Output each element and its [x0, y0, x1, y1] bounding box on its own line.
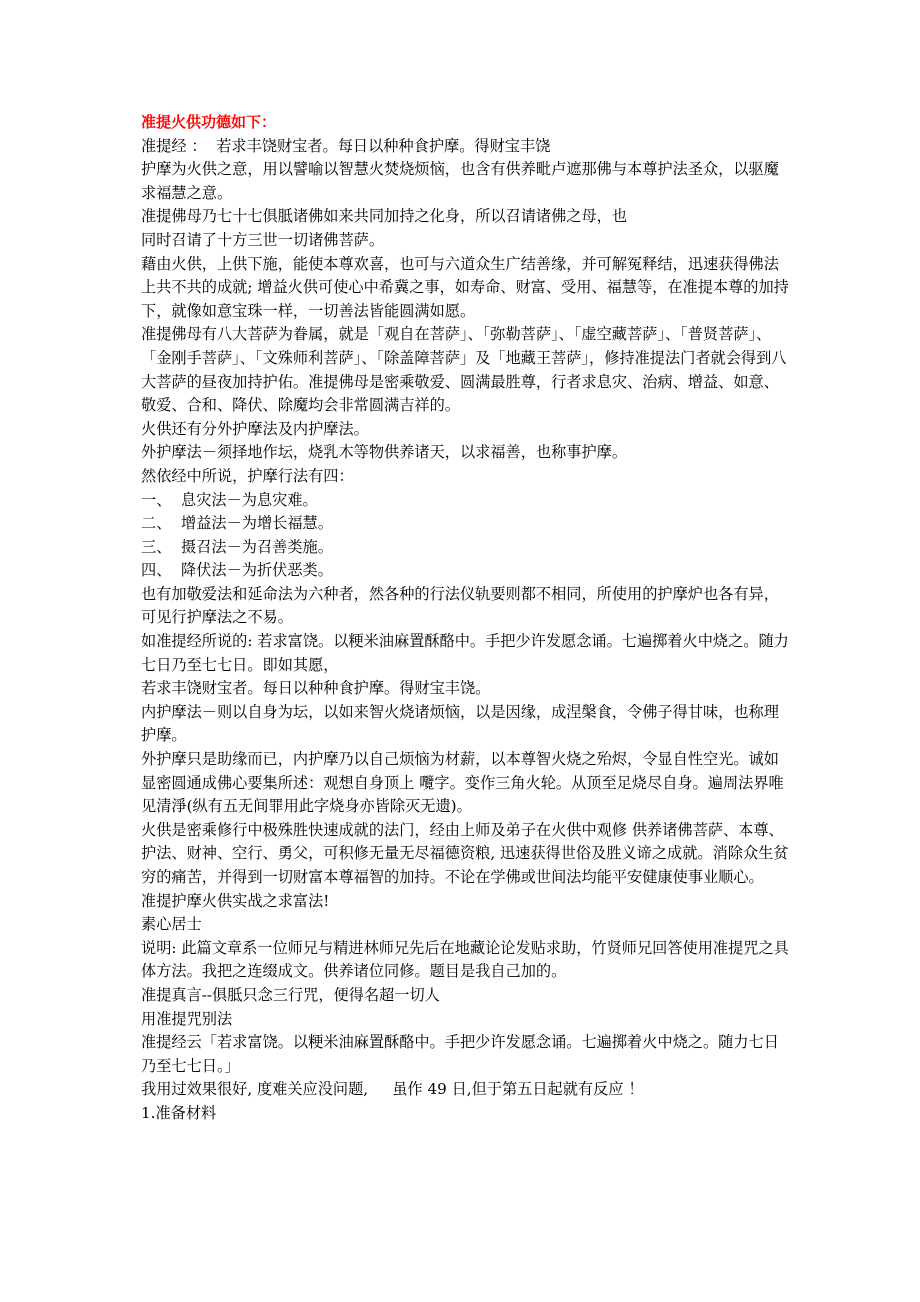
paragraph: 外护摩只是助缘而已，内护摩乃以自己烦恼为材薪，以本尊智火烧之殆烬，令显自性空光。诚如显密圆通成佛心要集所述：观想自身顶上 囕字。变作三角火轮。从顶至足烧尽自身。遍周法界唯见清淨(纵有五无间罪用此字烧身亦皆除灭无遗)。	[141, 750, 784, 816]
paragraph: 若求丰饶财宝者。每日以种种食护摩。得财宝丰饶。	[141, 679, 491, 698]
paragraph: 准提经 ： 若求丰饶财宝者。每日以种种食护摩。得财宝丰饶	[141, 136, 551, 155]
section-heading: 用准提咒别法	[141, 1009, 233, 1028]
list-item: 一、 息灾法－为息灾难。	[141, 490, 318, 509]
paragraph: 准提佛母乃七十七俱胝诸佛如来共同加持之化身，所以召请诸佛之母，也	[141, 207, 627, 226]
paragraph: 同时召请了十方三世一切诸佛菩萨。	[141, 230, 384, 249]
paragraph: 我用过效果很好, 度难关应没问题, 虽作 49 日,但于第五日起就有反应 ！	[141, 1080, 644, 1099]
paragraph: 如准提经所说的: 若求富饶。以粳米油麻置酥酪中。手把少许发愿念诵。七遍掷着火中烧之。随力七日乃至七七日。即如其愿，	[141, 632, 789, 674]
section-heading: 准提护摩火供实战之求富法!	[141, 891, 330, 910]
paragraph: 外护摩法－须择地作坛，烧乳木等物供养诸天，以求福善，也称事护摩。	[141, 443, 627, 462]
document-page	[141, 111, 791, 1126]
paragraph: 火供还有分外护摩法及内护摩法。	[141, 419, 369, 438]
paragraph: 火供是密乘修行中极殊胜快速成就的法门，经由上师及弟子在火供中观修 供养诸佛菩萨、本尊、护法、财神、空行、勇父，可积修无量无尽福德资粮, 迅速获得世俗及胜义谛之成就。消除众生贫穷的痛苦，并得到一切财富本尊福智的加持。不论在学佛或世间法均能平安健康使事业顺心。	[141, 820, 789, 886]
paragraph: 准提真言--俱胝只念三行咒，便得名超一切人	[141, 985, 440, 1004]
paragraph: 内护摩法－则以自身为坛，以如来智火烧诸烦恼，以是因缘，成涅槃食，令佛子得甘味，也称理护摩。	[141, 702, 779, 745]
paragraph: 然依经中所说，护摩行法有四：	[141, 466, 354, 485]
paragraph: 准提经云「若求富饶。以粳米油麻置酥酪中。手把少许发愿念诵。七遍掷着火中烧之。随力七日乃至七七日。」	[141, 1033, 779, 1075]
paragraph: 护摩为火供之意，用以譬喻以智慧火焚烧烦恼，也含有供养毗卢遮那佛与本尊护法圣众，以驱魔求福慧之意。	[141, 160, 779, 202]
list-item: 二、 增益法－为增长福慧。	[141, 514, 333, 533]
paragraph: 也有加敬爱法和延命法为六种者，然各种的行法仪轨要则都不相同，所使用的护摩炉也各有异，可见行护摩法之不易。	[141, 584, 779, 627]
document-title: 准提火供功德如下：	[141, 113, 277, 131]
list-item: 三、 摄召法－为召善类施。	[141, 537, 333, 556]
paragraph: 准提佛母有八大菩萨为眷属，就是「观自在菩萨」、「弥勒菩萨」、「虚空藏菩萨」、「普贤菩萨」、「金刚手菩萨」、「文殊师利菩萨」、「除盖障菩萨」及「地藏王菩萨」，修持准提法门者就会得到八大菩萨的昼夜加持护佑。准提佛母是密乘敬爱、圆满最胜尊，行者求息灾、治病、增益、如意、敬爱、合和、降伏、除魔均会非常圆满吉祥的。	[141, 325, 787, 415]
section-heading: 1.准备材料	[141, 1103, 217, 1122]
paragraph: 说明: 此篇文章系一位师兄与精进林师兄先后在地藏论论发贴求助，竹贤师兄回答使用准提咒之具体方法。我把之连缀成文。供养诸位同修。题目是我自己加的。	[141, 938, 789, 981]
paragraph: 藉由火供，上供下施，能使本尊欢喜，也可与六道众生广结善缘，并可解冤释结，迅速获得佛法上共不共的成就; 增益火供可使心中希冀之事，如寿命、财富、受用、福慧等，在准提本尊的加持下，就像如意宝珠一样，一切善法皆能圆满如愿。	[141, 254, 789, 320]
list-item: 四、 降伏法－为折伏恶类。	[141, 561, 333, 580]
author-line: 素心居士	[141, 915, 202, 934]
